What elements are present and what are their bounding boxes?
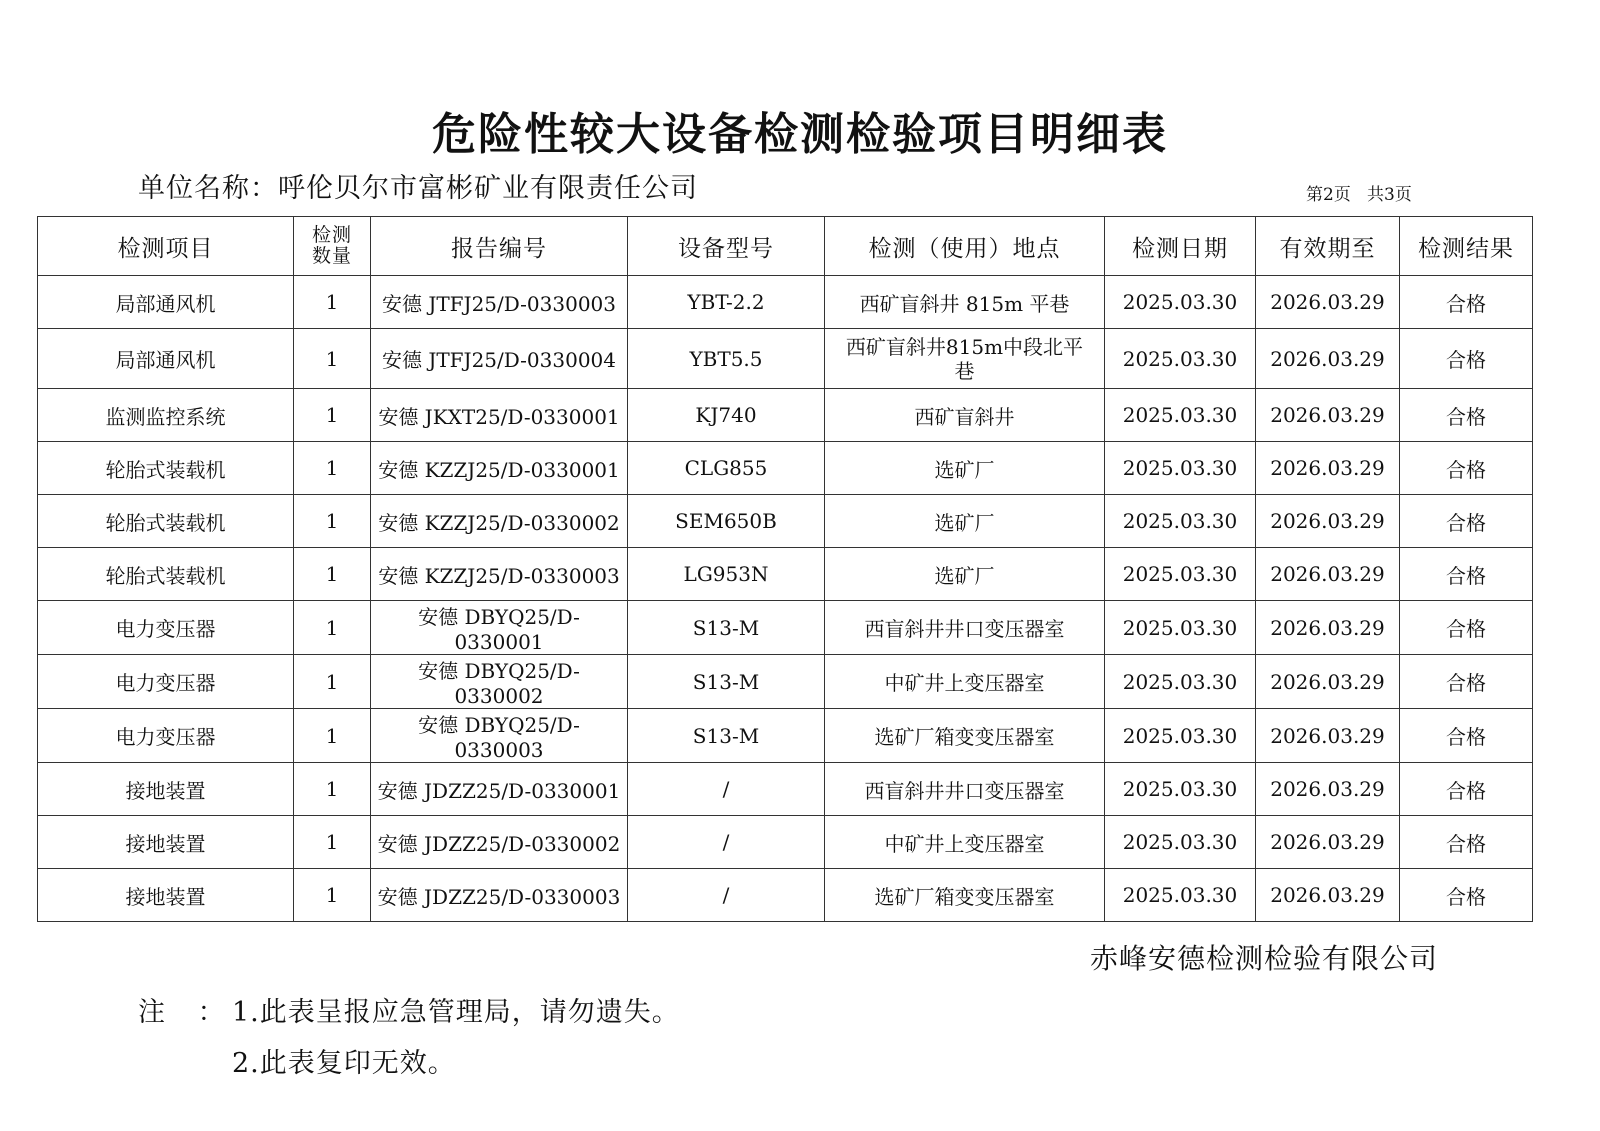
cell-valid-until: 2026.03.29 <box>1256 389 1400 442</box>
cell-model: S13-M <box>628 655 825 709</box>
inspection-company: 赤峰安德检测检验有限公司 <box>1090 942 1439 975</box>
table-row <box>38 869 1533 922</box>
cell-report-no: 安德 DBYQ25/D-0330003 <box>371 709 628 763</box>
cell-valid-until: 2026.03.29 <box>1256 548 1400 601</box>
cell-valid-until: 2026.03.29 <box>1256 601 1400 655</box>
cell-quantity: 1 <box>294 548 371 601</box>
cell-quantity: 1 <box>294 329 371 389</box>
cell-result: 合格 <box>1400 329 1533 389</box>
cell-test-date: 2025.03.30 <box>1105 276 1256 329</box>
cell-valid-until: 2026.03.29 <box>1256 763 1400 816</box>
cell-report-no: 安德 JDZZ25/D-0330001 <box>371 763 628 816</box>
cell-model: CLG855 <box>628 442 825 495</box>
cell-test-date: 2025.03.30 <box>1105 601 1256 655</box>
cell-valid-until: 2026.03.29 <box>1256 655 1400 709</box>
table-row <box>38 329 1533 389</box>
cell-result: 合格 <box>1400 601 1533 655</box>
header-model: 设备型号 <box>628 217 825 276</box>
header-item: 检测项目 <box>38 217 294 276</box>
cell-model: SEM650B <box>628 495 825 548</box>
table-header-row <box>38 217 1533 276</box>
cell-valid-until: 2026.03.29 <box>1256 329 1400 389</box>
cell-model: LG953N <box>628 548 825 601</box>
cell-quantity: 1 <box>294 709 371 763</box>
cell-item: 电力变压器 <box>38 709 294 763</box>
cell-location: 西盲斜井井口变压器室 <box>825 763 1105 816</box>
table-row <box>38 655 1533 709</box>
header-test-date: 检测日期 <box>1105 217 1256 276</box>
cell-report-no: 安德 JDZZ25/D-0330002 <box>371 816 628 869</box>
cell-item: 电力变压器 <box>38 655 294 709</box>
cell-item: 监测监控系统 <box>38 389 294 442</box>
cell-report-no: 安德 KZZJ25/D-0330003 <box>371 548 628 601</box>
cell-result: 合格 <box>1400 276 1533 329</box>
cell-report-no: 安德 JTFJ25/D-0330004 <box>371 329 628 389</box>
cell-valid-until: 2026.03.29 <box>1256 495 1400 548</box>
note-line-1: 1.此表呈报应急管理局，请勿遗失。 <box>232 997 680 1028</box>
table-row <box>38 442 1533 495</box>
cell-test-date: 2025.03.30 <box>1105 389 1256 442</box>
cell-test-date: 2025.03.30 <box>1105 816 1256 869</box>
cell-report-no: 安德 JDZZ25/D-0330003 <box>371 869 628 922</box>
table-row <box>38 389 1533 442</box>
table-row <box>38 601 1533 655</box>
cell-result: 合格 <box>1400 548 1533 601</box>
cell-valid-until: 2026.03.29 <box>1256 442 1400 495</box>
cell-quantity: 1 <box>294 495 371 548</box>
cell-test-date: 2025.03.30 <box>1105 495 1256 548</box>
table-row <box>38 816 1533 869</box>
cell-test-date: 2025.03.30 <box>1105 655 1256 709</box>
cell-model: KJ740 <box>628 389 825 442</box>
cell-quantity: 1 <box>294 442 371 495</box>
cell-location: 选矿厂 <box>825 495 1105 548</box>
table-row <box>38 495 1533 548</box>
page-title: 危险性较大设备检测检验项目明细表 <box>432 109 1168 160</box>
cell-model: / <box>628 816 825 869</box>
cell-report-no: 安德 DBYQ25/D-0330001 <box>371 601 628 655</box>
cell-item: 轮胎式装载机 <box>38 548 294 601</box>
cell-test-date: 2025.03.30 <box>1105 548 1256 601</box>
cell-item: 局部通风机 <box>38 276 294 329</box>
table-row <box>38 548 1533 601</box>
header-location: 检测（使用）地点 <box>825 217 1105 276</box>
location-line: 巷 <box>954 358 975 383</box>
cell-location: 中矿井上变压器室 <box>825 816 1105 869</box>
cell-model: S13-M <box>628 601 825 655</box>
cell-model: / <box>628 763 825 816</box>
cell-location: 西盲斜井井口变压器室 <box>825 601 1105 655</box>
table-row <box>38 763 1533 816</box>
cell-model: YBT-2.2 <box>628 276 825 329</box>
cell-valid-until: 2026.03.29 <box>1256 869 1400 922</box>
cell-location: 选矿厂 <box>825 442 1105 495</box>
cell-result: 合格 <box>1400 389 1533 442</box>
page-number: 第2页 共3页 <box>1306 185 1412 205</box>
cell-valid-until: 2026.03.29 <box>1256 709 1400 763</box>
cell-test-date: 2025.03.30 <box>1105 763 1256 816</box>
cell-quantity: 1 <box>294 816 371 869</box>
cell-result: 合格 <box>1400 709 1533 763</box>
cell-quantity: 1 <box>294 763 371 816</box>
cell-result: 合格 <box>1400 763 1533 816</box>
cell-test-date: 2025.03.30 <box>1105 709 1256 763</box>
cell-result: 合格 <box>1400 869 1533 922</box>
cell-valid-until: 2026.03.29 <box>1256 276 1400 329</box>
cell-report-no: 安德 JKXT25/D-0330001 <box>371 389 628 442</box>
cell-report-no: 安德 KZZJ25/D-0330002 <box>371 495 628 548</box>
cell-location <box>825 329 1105 389</box>
cell-location: 西矿盲斜井 815m 平巷 <box>825 276 1105 329</box>
cell-test-date: 2025.03.30 <box>1105 329 1256 389</box>
header-valid-until: 有效期至 <box>1256 217 1400 276</box>
cell-item: 接地装置 <box>38 763 294 816</box>
cell-valid-until: 2026.03.29 <box>1256 816 1400 869</box>
cell-test-date: 2025.03.30 <box>1105 869 1256 922</box>
cell-location: 选矿厂 <box>825 548 1105 601</box>
cell-quantity: 1 <box>294 601 371 655</box>
cell-quantity: 1 <box>294 389 371 442</box>
header-quantity <box>294 217 371 276</box>
header-quantity-line-2: 数量 <box>311 245 352 267</box>
cell-item: 轮胎式装载机 <box>38 442 294 495</box>
cell-report-no: 安德 DBYQ25/D-0330002 <box>371 655 628 709</box>
table-row <box>38 709 1533 763</box>
note-line-2: 2.此表复印无效。 <box>232 1048 456 1079</box>
cell-result: 合格 <box>1400 816 1533 869</box>
cell-quantity: 1 <box>294 276 371 329</box>
cell-location: 选矿厂箱变变压器室 <box>825 709 1105 763</box>
header-report-no: 报告编号 <box>371 217 628 276</box>
cell-location: 西矿盲斜井 <box>825 389 1105 442</box>
cell-location: 中矿井上变压器室 <box>825 655 1105 709</box>
cell-model: S13-M <box>628 709 825 763</box>
table-row <box>38 276 1533 329</box>
cell-quantity: 1 <box>294 655 371 709</box>
cell-item: 轮胎式装载机 <box>38 495 294 548</box>
header-result: 检测结果 <box>1400 217 1533 276</box>
cell-location: 选矿厂箱变变压器室 <box>825 869 1105 922</box>
cell-test-date: 2025.03.30 <box>1105 442 1256 495</box>
location-line: 西矿盲斜井815m中段北平 <box>845 334 1084 359</box>
cell-report-no: 安德 KZZJ25/D-0330001 <box>371 442 628 495</box>
cell-item: 接地装置 <box>38 869 294 922</box>
cell-result: 合格 <box>1400 442 1533 495</box>
cell-item: 接地装置 <box>38 816 294 869</box>
cell-model: YBT5.5 <box>628 329 825 389</box>
unit-name: 单位名称：呼伦贝尔市富彬矿业有限责任公司 <box>138 173 698 204</box>
cell-item: 电力变压器 <box>38 601 294 655</box>
cell-model: / <box>628 869 825 922</box>
cell-report-no: 安德 JTFJ25/D-0330003 <box>371 276 628 329</box>
cell-quantity: 1 <box>294 869 371 922</box>
cell-result: 合格 <box>1400 495 1533 548</box>
cell-item: 局部通风机 <box>38 329 294 389</box>
notes-label: 注 ： <box>138 997 237 1028</box>
inspection-table <box>37 216 1533 922</box>
header-quantity-line-1: 检测 <box>311 224 352 246</box>
cell-result: 合格 <box>1400 655 1533 709</box>
